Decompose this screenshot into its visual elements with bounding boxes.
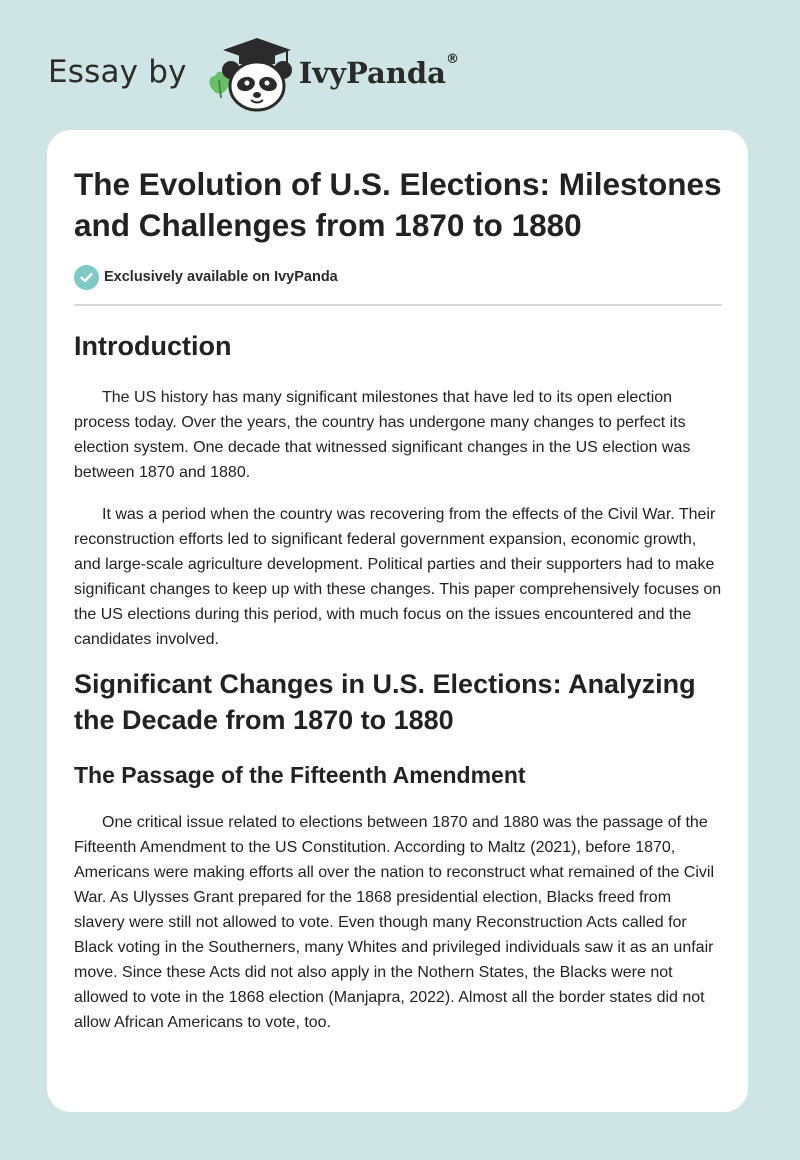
subsection-heading-fifteenth-amendment: The Passage of the Fifteenth Amendment	[74, 762, 526, 788]
fifteenth-amendment-paragraph: One critical issue related to elections between 1870 and 1880 was the passage of the Fifteenth Amendment to the US Constitution. According to Maltz (2021), before 1870, Americans were making efforts all over the nation to reconstruct what remained of the Civil War. As Ulysses Grant prepared for the 1868 presidential election, Blacks freed from slavery were still not allowed to vote. Even though many Reconstruction Acts called for Black voting in the Southerners, many Whites and privileged individuals saw it as an unfair move. Since these Acts did not also apply in the Nothern States, the Blacks were not allowed to vote in the 1868 election (Manjapra, 2022). Almost all the border states did not allow African Americans to vote, too.	[74, 814, 714, 1031]
registered-mark: ®	[445, 52, 459, 67]
title-divider	[74, 304, 722, 306]
panda-graduate-logo-icon	[203, 34, 295, 114]
section-heading-significant-changes: Significant Changes in U.S. Elections: Analyzing the Decade from 1870 to 1880	[74, 669, 696, 735]
intro-paragraph-1: The US history has many significant milestones that have led to its open election process today. Over the years, the country has undergone many changes to perfect its election system. One decade that witnessed significant changes in the US election was between 1870 and 1880.	[74, 389, 691, 481]
exclusive-badge	[74, 264, 722, 290]
intro-paragraph-2: It was a period when the country was recovering from the effects of the Civil War. Their reconstruction efforts led to significant federal government expansion, economic growth, and large-scale agriculture development. Political parties and their supporters had to make significant changes to keep up with these changes. This paper comprehensively focuses on the US elections during this period, with much focus on the issues encountered and the candidates involved.	[74, 506, 722, 648]
brand-name-text: IvyPanda	[298, 56, 446, 90]
section-heading-introduction: Introduction	[74, 331, 232, 361]
brand-name	[298, 52, 459, 90]
essay-card	[47, 130, 748, 1112]
brand-header	[48, 34, 459, 114]
essay-by-label: Essay by	[48, 54, 187, 90]
exclusive-label: Exclusively available on IvyPanda	[104, 269, 338, 285]
check-circle-icon	[74, 265, 99, 290]
page-title: The Evolution of U.S. Elections: Milestones and Challenges from 1870 to 1880	[74, 166, 722, 243]
